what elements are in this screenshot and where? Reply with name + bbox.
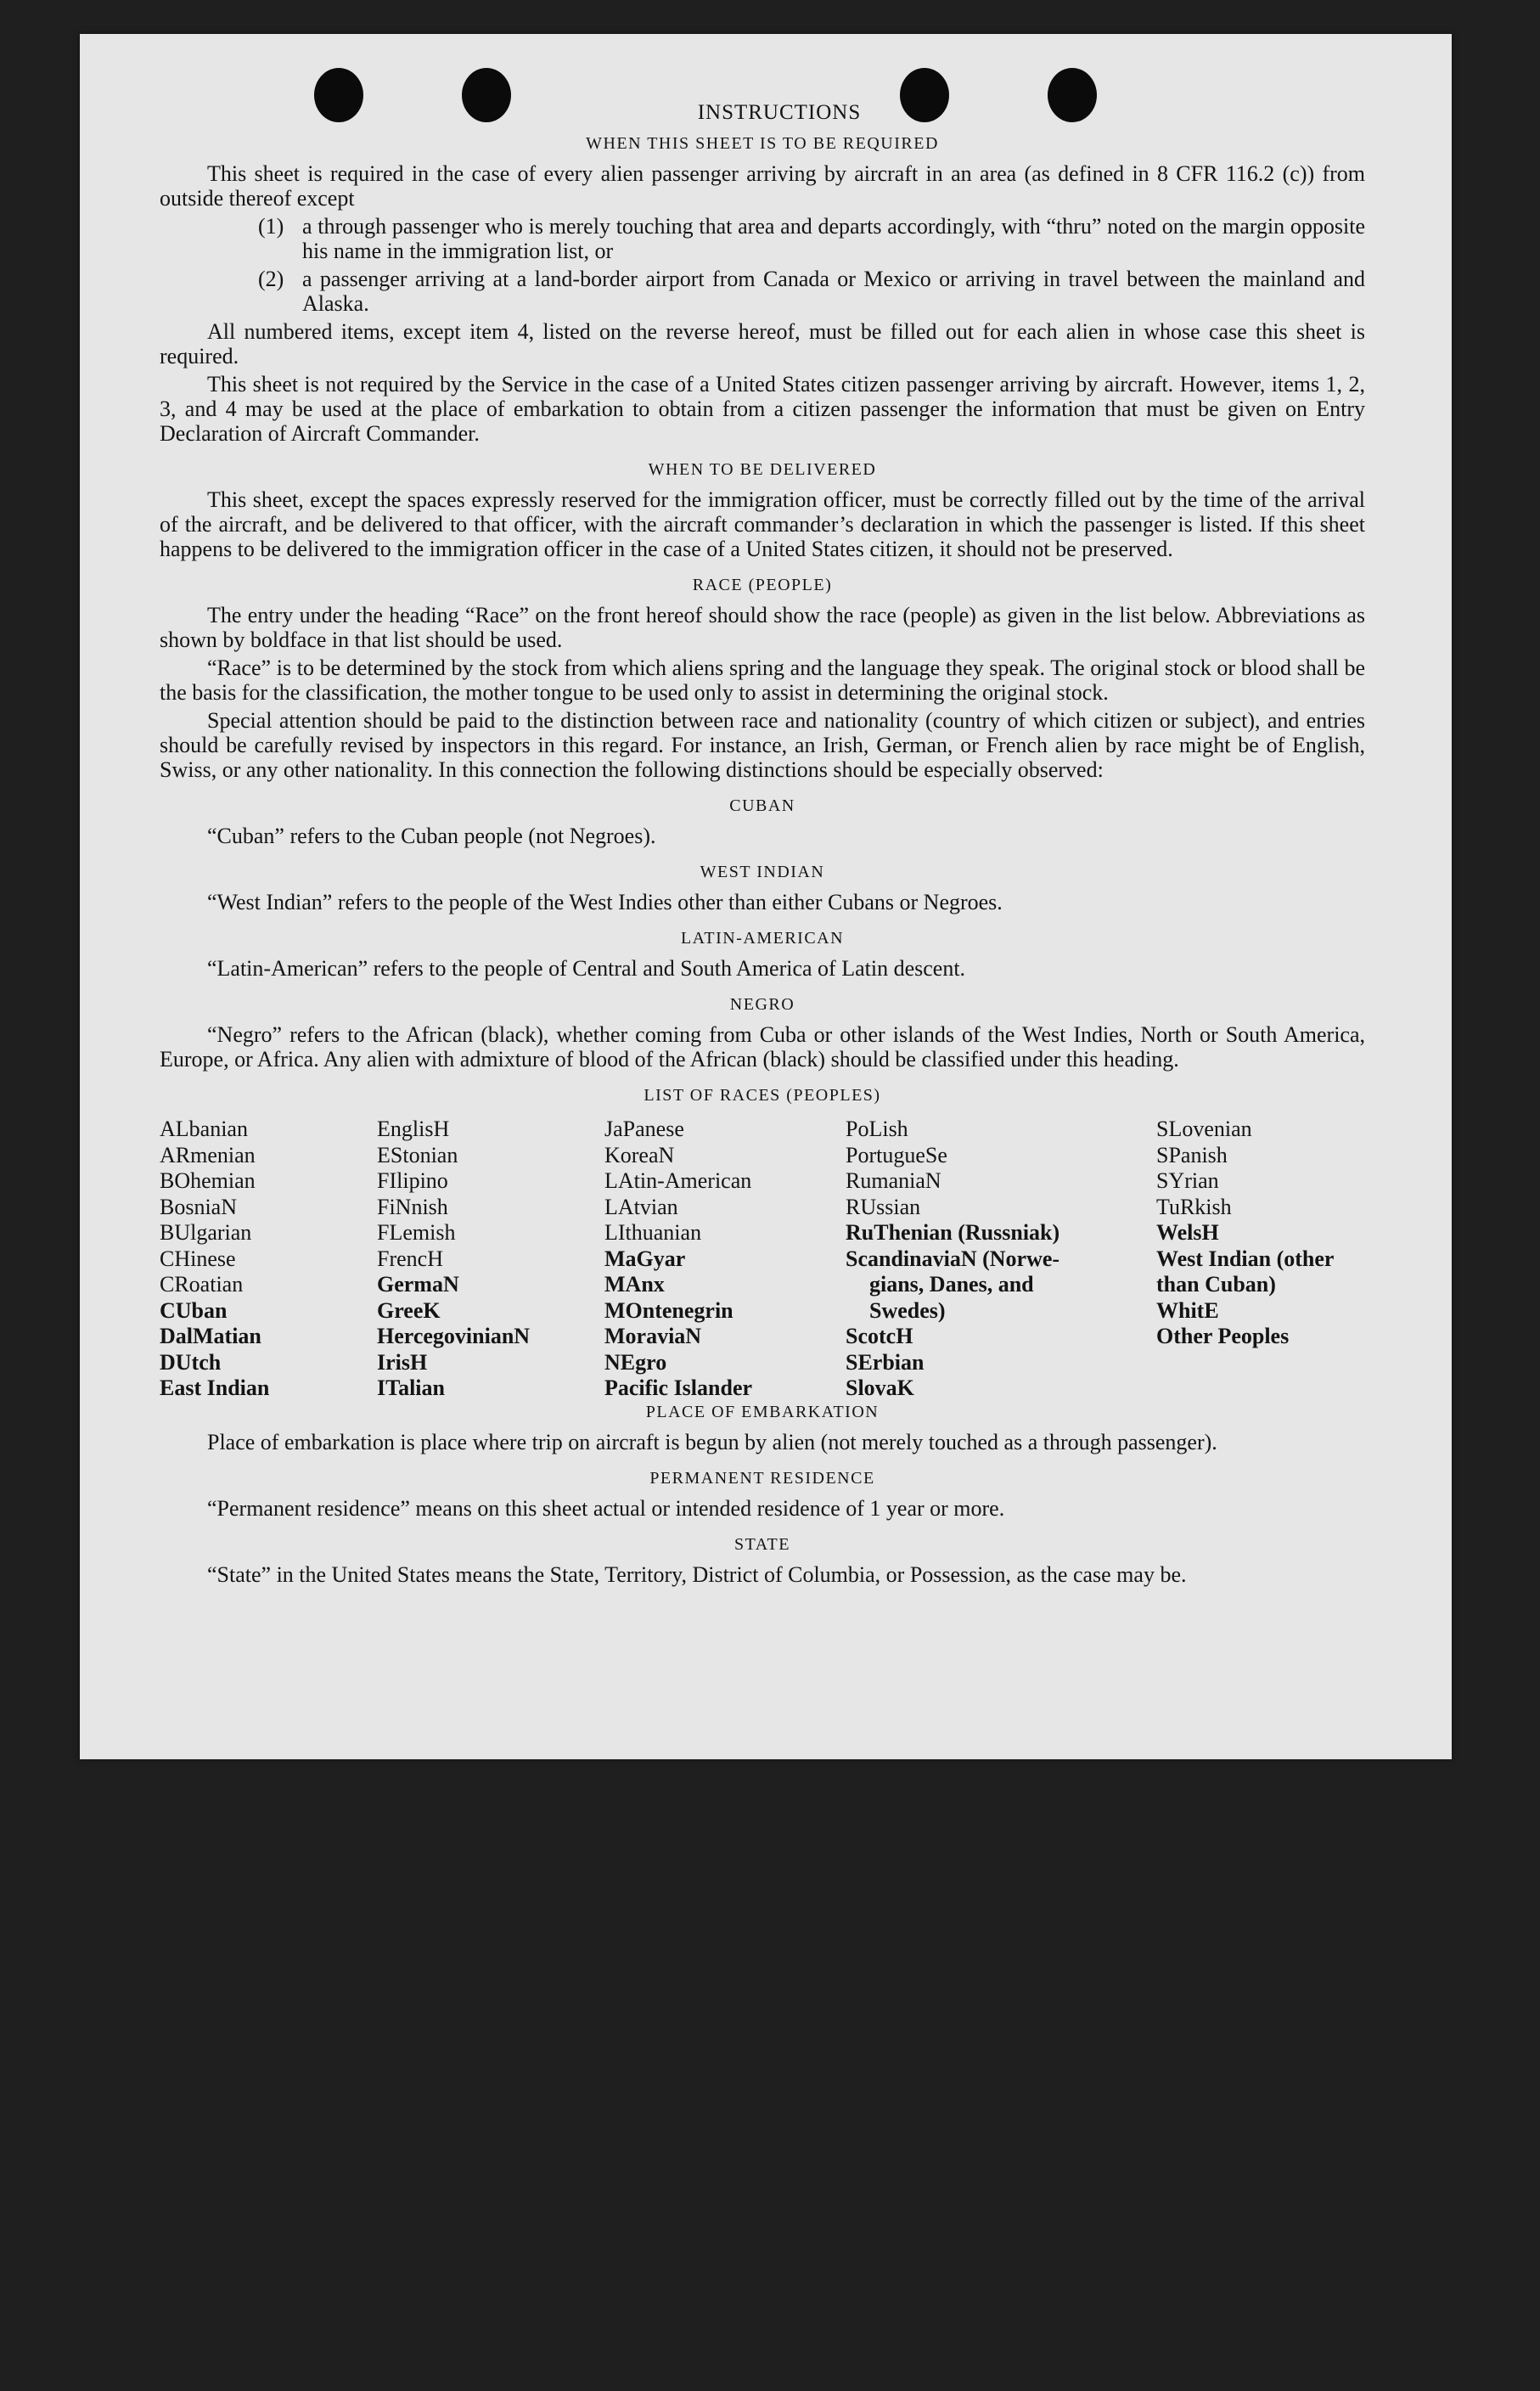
section-heading-when-required: WHEN THIS SHEET IS TO BE REQUIRED (586, 134, 939, 153)
race-entry: BosniaN (160, 1194, 237, 1219)
section-heading-negro: NEGRO (729, 995, 795, 1014)
race-paragraph-2: “Race” is to be determined by the stock from which aliens spring and the language they speak. The original stock or blood shall be the basis for the classification, the mother tongue to be used only to assist in determining the original stock. (160, 655, 1365, 705)
exception-number: (2) (258, 267, 284, 291)
race-entry: MoraviaN (604, 1324, 702, 1348)
latin-american-text: “Latin-American” refers to the people of Central and South America of Latin descent. (207, 956, 966, 981)
exception-number: (1) (258, 214, 284, 239)
race-entry: LIthuanian (604, 1220, 702, 1245)
race-entry: ARmenian (160, 1142, 256, 1167)
state-text: “State” in the United States means the State, Territory, District of Columbia, or Possession, as the case may be. (207, 1562, 1187, 1587)
race-entry: FiNnish (377, 1194, 448, 1219)
race-entry: CHinese (160, 1246, 236, 1271)
race-entry: PortugueSe (846, 1142, 947, 1167)
section-heading-residence: PERMANENT RESIDENCE (649, 1469, 875, 1488)
race-entry: EnglisH (377, 1117, 450, 1141)
when-required-intro: This sheet is required in the case of every alien passenger arriving by aircraft in an area (as defined in 8 CFR 116.2 (c)) from outside thereof except (160, 161, 1365, 211)
race-entry: BUlgarian (160, 1220, 252, 1245)
races-column-3 (604, 1117, 752, 1402)
race-entry: Swedes) (869, 1297, 946, 1323)
race-entry: NEgro (604, 1349, 667, 1375)
negro-text: “Negro” refers to the African (black), whether coming from Cuba or other islands of the West Indies, North or South America, Europe, or Africa. Any alien with admixture of blood of the African (black) should be classified under this heading. (160, 1022, 1365, 1072)
race-entry: WhitE (1156, 1297, 1219, 1323)
race-entry: GermaN (377, 1272, 459, 1297)
race-entry: Other Peoples (1156, 1324, 1290, 1348)
embarkation-text: Place of embarkation is place where trip on aircraft is begun by alien (not merely touched as a through passenger). (207, 1430, 1217, 1454)
race-paragraph-3: Special attention should be paid to the distinction between race and nationality (country of which citizen or subject), and entries should be carefully revised by inspectors in this regard. For instance, an Irish, German, or French alien by race might be of English, Swiss, or any other nationality. In this connection the following distinctions should be especially observed: (160, 708, 1365, 782)
section-heading-west-indian: WEST INDIAN (700, 863, 825, 881)
race-entry: SErbian (846, 1349, 925, 1375)
section-heading-embarkation: PLACE OF EMBARKATION (645, 1403, 880, 1421)
exception-text: a through passenger who is merely touching that area and departs accordingly, with “thru” noted on the margin opposite his name in the immigration list, or (302, 214, 1365, 263)
west-indian-text: “West Indian” refers to the people of the West Indies other than either Cubans or Negroes. (207, 890, 1003, 914)
race-entry: DUtch (160, 1349, 222, 1375)
race-entry: PoLish (846, 1117, 908, 1141)
race-entry: ScotcH (846, 1324, 913, 1348)
cuban-text: “Cuban” refers to the Cuban people (not Negroes). (207, 824, 656, 848)
races-column-4 (846, 1117, 1059, 1402)
race-entry: HercegovinianN (377, 1324, 531, 1348)
races-column-5 (1156, 1117, 1379, 1350)
race-entry: RUssian (846, 1194, 921, 1219)
exception-item (258, 214, 1365, 263)
race-entry: EStonian (377, 1142, 458, 1167)
race-entry: GreeK (377, 1297, 441, 1323)
exception-text: a passenger arriving at a land-border airport from Canada or Mexico or arriving in travel between the mainland and Alaska. (302, 267, 1365, 316)
race-entry: MOntenegrin (604, 1297, 733, 1323)
when-delivered-text: This sheet, except the spaces expressly reserved for the immigration officer, must be correctly filled out by the time of the arrival of the aircraft, and be delivered to that officer, with the aircraft commander’s declaration in which the passenger is listed. If this sheet happens to be delivered to the immigration officer in the case of a United States citizen, it should not be preserved. (160, 487, 1365, 561)
race-entry: East Indian (160, 1376, 270, 1400)
race-entry: LAtin-American (604, 1168, 752, 1193)
race-entry: MaGyar (604, 1246, 686, 1271)
instructions-content (160, 100, 1365, 1590)
section-heading-list-of-races: LIST OF RACES (PEOPLES) (644, 1086, 881, 1105)
race-entry: FIlipino (377, 1168, 448, 1193)
numbered-items-paragraph: All numbered items, except item 4, listed on the reverse hereof, must be filled out for each alien in whose case this sheet is required. (160, 319, 1365, 368)
race-entry: FrencH (377, 1246, 443, 1271)
race-entry: Pacific Islander (604, 1376, 753, 1400)
section-heading-race: RACE (PEOPLE) (692, 576, 833, 594)
residence-text: “Permanent residence” means on this sheet actual or intended residence of 1 year or more. (207, 1496, 1005, 1521)
race-entry: SlovaK (846, 1376, 914, 1400)
citizen-paragraph: This sheet is not required by the Service in the case of a United States citizen passenger arriving by aircraft. However, items 1, 2, 3, and 4 may be used at the place of embarkation to obtain from a citizen passenger the information that must be given on Entry Declaration of Aircraft Commander. (160, 372, 1365, 446)
race-entry: SPanish (1156, 1142, 1228, 1167)
race-entry: than Cuban) (1156, 1272, 1276, 1297)
race-entry: RuThenian (Russniak) (846, 1220, 1060, 1245)
race-entry: TuRkish (1156, 1194, 1232, 1219)
document-sheet (80, 34, 1452, 1759)
race-entry: LAtvian (604, 1194, 678, 1219)
race-entry: MAnx (604, 1272, 665, 1297)
race-entry: ScandinaviaN (Norwe- (846, 1246, 1060, 1271)
races-list (160, 1117, 1365, 1400)
section-heading-when-delivered: WHEN TO BE DELIVERED (648, 460, 877, 479)
race-entry: gians, Danes, and (869, 1272, 1034, 1297)
section-heading-latin-american: LATIN-AMERICAN (680, 929, 845, 948)
race-entry: IrisH (377, 1349, 428, 1375)
race-entry: FLemish (377, 1220, 456, 1245)
race-entry: WelsH (1156, 1220, 1219, 1245)
race-entry: BOhemian (160, 1168, 256, 1193)
race-entry: JaPanese (604, 1117, 684, 1141)
exception-item (258, 267, 1365, 316)
section-heading-cuban: CUBAN (729, 796, 795, 815)
races-column-2 (377, 1117, 530, 1402)
race-entry: RumaniaN (846, 1168, 941, 1193)
race-paragraph-1: The entry under the heading “Race” on the front hereof should show the race (people) as given in the list below. Abbreviations as shown by boldface in that list should be used. (160, 603, 1365, 652)
race-entry: CUban (160, 1297, 228, 1323)
race-entry: ITalian (377, 1376, 445, 1400)
page-title: INSTRUCTIONS (697, 101, 862, 124)
race-entry: ALbanian (160, 1117, 248, 1141)
race-entry: SLovenian (1156, 1117, 1252, 1141)
section-heading-state: STATE (734, 1535, 790, 1554)
race-entry: CRoatian (160, 1272, 244, 1297)
race-entry: West Indian (other (1156, 1246, 1335, 1271)
race-entry: KoreaN (604, 1142, 675, 1167)
race-entry: SYrian (1156, 1168, 1219, 1193)
races-column-1 (160, 1117, 269, 1402)
race-entry: DalMatian (160, 1324, 261, 1348)
